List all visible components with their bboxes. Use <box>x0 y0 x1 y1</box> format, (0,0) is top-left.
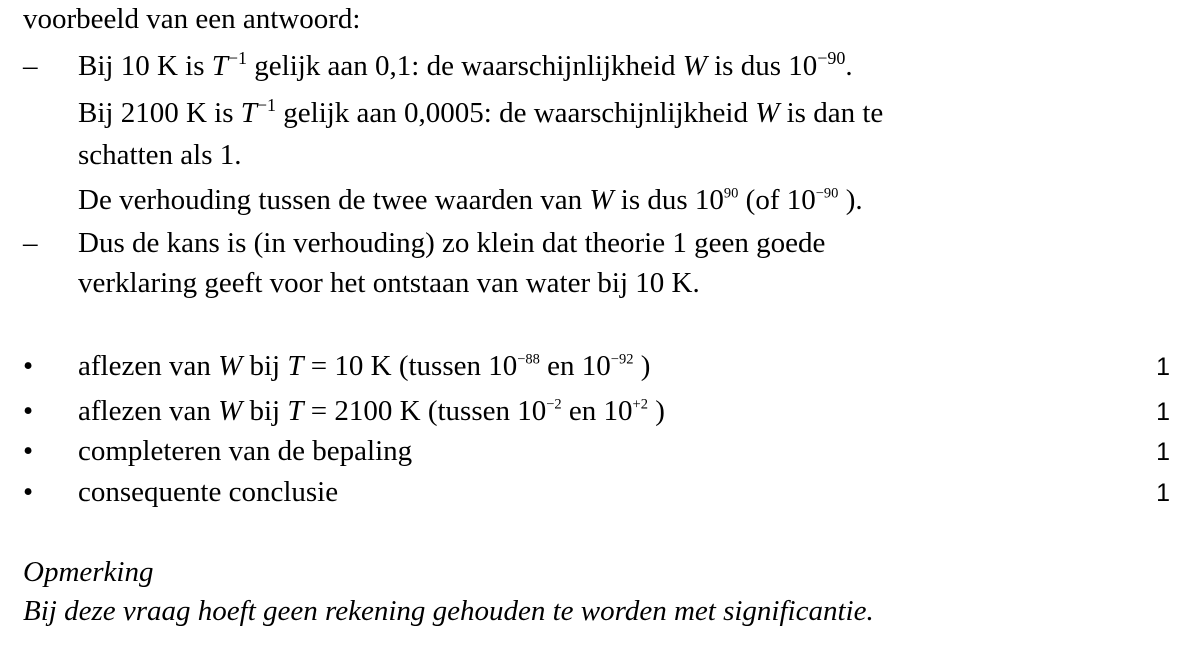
scoring-points-2: 1 <box>1156 398 1170 426</box>
answer-line-6: verklaring geeft voor het ontstaan van water bij 10 K. <box>78 267 700 299</box>
answer-line-2: Bij 2100 K is $T^{-1}$ gelijk aan 0,0005: de waarschijnlijkheid W is dan te <box>78 94 884 129</box>
answer-line-5: Dus de kans is (in verhouding) zo klein dat theorie 1 geen goede <box>78 227 826 259</box>
bullet-marker-1: • <box>23 350 34 382</box>
scoring-points-1: 1 <box>1156 353 1170 381</box>
scoring-points-4: 1 <box>1156 479 1170 507</box>
dash-marker-1: – <box>23 50 38 82</box>
scoring-item-2: aflezen van W bij T = 2100 K (tussen $10^{-2}$ en $10^{+2}$ ) <box>78 395 665 427</box>
scoring-item-3: completeren van de bepaling <box>78 435 413 467</box>
dash-marker-2: – <box>23 227 38 259</box>
scoring-item-1: aflezen van W bij T = 10 K (tussen $10^{-88}$ en $10^{-92}$ ) <box>78 350 651 382</box>
remark-text: Bij deze vraag hoeft geen rekening gehouden te worden met significantie. <box>23 595 874 627</box>
answer-intro: voorbeeld van een antwoord: <box>23 3 361 35</box>
bullet-marker-2: • <box>23 395 34 427</box>
bullet-marker-3: • <box>23 435 34 467</box>
answer-line-3: schatten als 1. <box>78 139 242 171</box>
remark-title: Opmerking <box>23 556 154 588</box>
answer-line-1: Bij 10 K is $T^{-1}$ gelijk aan 0,1: de waarschijnlijkheid W is dus $10^{-90}$. <box>78 47 853 82</box>
bullet-marker-4: • <box>23 476 34 508</box>
answer-line-4: De verhouding tussen de twee waarden van W is dus $10^{90}$ (of $10^{-90}$ ). <box>78 184 863 216</box>
scoring-points-3: 1 <box>1156 438 1170 466</box>
scoring-item-4: consequente conclusie <box>78 476 339 508</box>
